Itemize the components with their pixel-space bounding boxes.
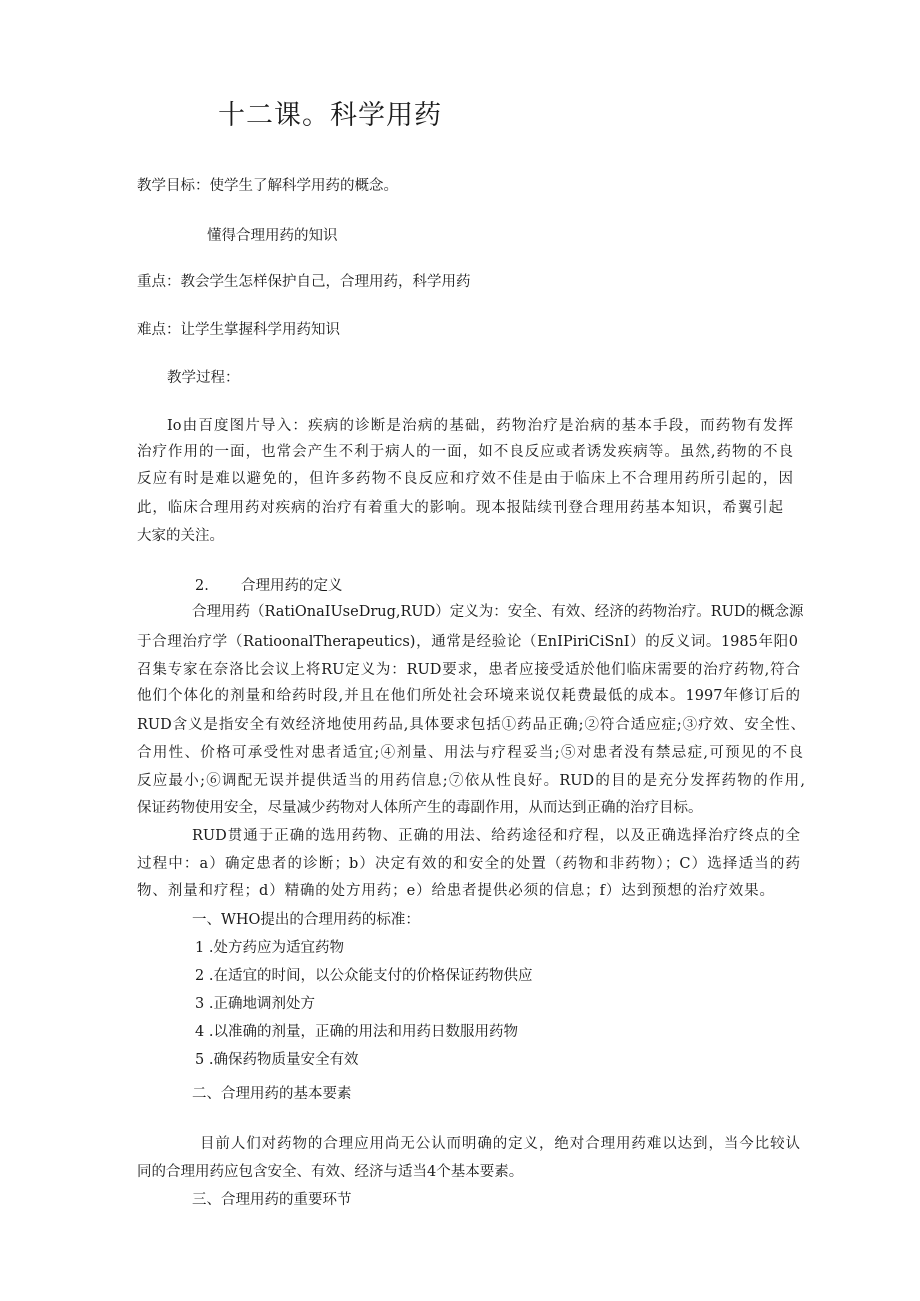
intro-line: 反应有时是难以避免的，但许多药物不良反应和疗效不佳是由于临床上不合理用药所引起的，因 bbox=[137, 471, 793, 487]
who-item: 2 .在适宜的时间，以公众能支付的价格保证药物供应 bbox=[195, 968, 533, 984]
teaching-objective: 教学目标：使学生了解科学用药的概念。 bbox=[137, 178, 398, 194]
who-heading: 一、WHO提出的合理用药的标准： bbox=[192, 912, 420, 928]
rud-process-line: 过程中：a）确定患者的诊断；b）决定有效的和安全的处置（药物和非药物）；C）选择适当的药 bbox=[137, 856, 800, 872]
rud-process-line: 物、剂量和疗程；d）精确的处方用药；e）给患者提供必须的信息；f）达到预想的治疗效果。 bbox=[137, 883, 774, 899]
section-number: 2. bbox=[195, 578, 209, 594]
elements-line: 目前人们对药物的合理应用尚无公认而明确的定义，绝对合理用药难以达到，当今比较认 bbox=[200, 1136, 800, 1152]
intro-line: 治疗作用的一面，也常会产生不利于病人的一面，如不良反应或者诱发疾病等。虽然,药物的不良 bbox=[137, 444, 793, 460]
section-heading: 合理用药的定义 bbox=[241, 578, 343, 594]
definition-line: 反应最小;⑥调配无误并提供适当的用药信息;⑦依从性良好。RUD的目的是充分发挥药物的作用, bbox=[137, 773, 805, 789]
definition-line: 合用性、价格可承受性对患者适宜;④剂量、用法与疗程妥当;⑤对患者没有禁忌症,可预见的不良 bbox=[137, 745, 803, 761]
process-label: 教学过程： bbox=[167, 370, 240, 386]
who-item: 3 .正确地调剂处方 bbox=[195, 996, 315, 1012]
elements-heading: 二、合理用药的基本要素 bbox=[192, 1086, 352, 1102]
intro-line: Io由百度图片导入：疾病的诊断是治病的基础，药物治疗是治病的基本手段，而药物有发挥 bbox=[167, 418, 793, 434]
who-item: 4 .以准确的剂量，正确的用法和用药日数服用药物 bbox=[195, 1024, 518, 1040]
key-steps-heading: 三、合理用药的重要环节 bbox=[192, 1192, 352, 1208]
intro-line: 大家的关注。 bbox=[137, 528, 224, 544]
difficulty-point: 难点：让学生掌握科学用药知识 bbox=[137, 322, 340, 338]
definition-line: 于合理治疗学（RatioonalTherapeutics)，通常是经验论（EnIPiriCiSnI）的反义词。1985年阳0 bbox=[137, 634, 798, 650]
lesson-title: 十二课。科学用药 bbox=[218, 100, 442, 131]
definition-line: 他们个体化的剂量和给药时段,并且在他们所处社会环境来说仅耗费最低的成本。1997年修订后的 bbox=[137, 688, 800, 704]
who-item: 5 .确保药物质量安全有效 bbox=[195, 1052, 359, 1068]
intro-line: 此，临床合理用药对疾病的治疗有着重大的影响。现本报陆续刊登合理用药基本知识，希翼引起 bbox=[137, 500, 783, 516]
rud-process-line: RUD贯通于正确的选用药物、正确的用法、给药途径和疗程，以及正确选择治疗终点的全 bbox=[192, 828, 800, 844]
definition-line: 合理用药（RatiOnaIUseDrug,RUD）定义为：安全、有效、经济的药物治疗。RUD的概念源 bbox=[192, 604, 804, 620]
who-item: 1 .处方药应为适宜药物 bbox=[195, 940, 344, 956]
definition-line: 保证药物使用安全，尽量减少药物对人体所产生的毒副作用，从而达到正确的治疗目标。 bbox=[137, 800, 703, 816]
key-point: 重点：教会学生怎样保护自己，合理用药，科学用药 bbox=[137, 274, 471, 290]
definition-line: RUD含义是指安全有效经济地使用药品,具体要求包括①药品正确;②符合适应症;③疗效、安全性、 bbox=[137, 717, 805, 733]
definition-line: 召集专家在奈洛比会议上将RU定义为：RUD要求，患者应接受适於他们临床需要的治疗药物,符合 bbox=[137, 662, 800, 678]
teaching-objective-2: 懂得合理用药的知识 bbox=[207, 228, 338, 244]
elements-line: 同的合理用药应包含安全、有效、经济与适当4个基本要素。 bbox=[137, 1164, 524, 1180]
